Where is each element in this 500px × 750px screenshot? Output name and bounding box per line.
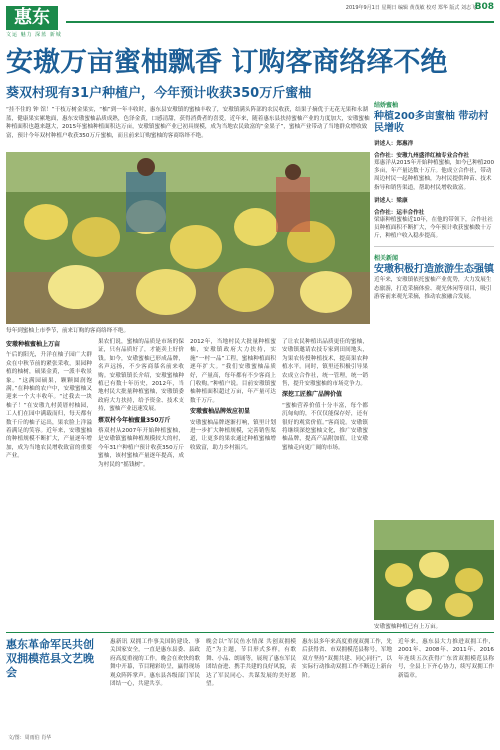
sidebar-title: 种植200多亩蜜柚 带动村民增收 xyxy=(374,111,489,134)
column-text: “蜜柚营养价值十分丰富，每个都沉甸甸的，不仅仅能保存好，还有很好的观赏价值。”客商说。安璈镇将继续深挖蜜柚文化，推广安璈蜜柚品牌，提高产品附加值，让安璈蜜柚走向更广阔的市场。 xyxy=(282,402,368,451)
sidebar-text: 梁康种植蜜柚近10年，在他的带领下，合作社社员种植面积不断扩大，今年预计收获蜜柚数十万斤，种植户收入稳步提高。 xyxy=(374,216,493,240)
sidebar-text: 郑惠洋从2015年开始种植蜜柚，如今已种植200多亩，年产量达数十万斤。他成立合作社，带动周边村民一起种植蜜柚，为村民提供种苗、技术指导和销售渠道，帮助村民增收致富。 xyxy=(374,160,495,191)
section-title: 深挖工匠推广品牌价值 xyxy=(282,391,343,399)
narrator-label: 讲述人：郑惠洋 xyxy=(374,141,414,147)
bottom-column-4: 近年来，惠东县大力推进双拥工作，2001年、2008年、2011年、2016年连续五次获得广东省双拥模范县称号，全县上下齐心协力，续写双拥工作新篇章。 xyxy=(398,639,494,679)
section-title: 蔡双村今年柚蜜量350万斤 xyxy=(98,416,171,424)
article-headline: 安璈万亩蜜柚飘香 订购客商络绎不绝 xyxy=(6,47,448,78)
masthead-divider xyxy=(66,21,494,23)
logo-slogan: 文运 魅力 深蓝 新城 xyxy=(6,32,62,38)
cooperative-label: 合作社：运丰合作社 xyxy=(374,209,425,216)
bottom-headline: 惠东革命军民共创双拥模范县文艺晚会 xyxy=(6,638,94,679)
issue-info: 2019年9月1日 星期日 编辑 黄茂敏 校对 郑华 版式 刘志飞 xyxy=(345,5,476,11)
article-column-4 xyxy=(282,338,368,452)
pomelo-harvest-photo xyxy=(6,152,370,324)
sidebar-header: 结娇蜜柚 xyxy=(374,102,399,109)
article-column-3 xyxy=(190,338,276,452)
section-title: 安璈种植蜜柚上万亩 xyxy=(6,341,61,348)
bottom-author: 文/图：周雨伯 肖华 xyxy=(8,735,52,741)
narrator-label: 讲述人：梁康 xyxy=(374,197,408,204)
column-text: 蔡双村从2007年开始种植蜜柚，是安璈镇蜜柚种植规模较大的村，今年31户种植户预计收获350万斤蜜柚，该村蜜柚产量逐年提高，成为村民的“摇钱树”。 xyxy=(98,428,184,468)
column-text: 了让农民种植出品质更佳的蜜柚，安璈镇邀请农技专家到田间地头，为果农传授种植技术，提高果农种植水平。同时，镇里还积极引导果农成立合作社，统一管理，统一销售，提升安璈蜜柚的市场竞争力。 xyxy=(282,339,368,388)
article-column-2 xyxy=(98,338,184,469)
page-number: B08 xyxy=(474,2,494,12)
section-title: 安璈蜜柚品牌效应初显 xyxy=(190,408,251,416)
bottom-column-1: 惠新讯 双拥工作事关国防建设、事关国家安全，一直是惠东县委、县政府高度重视的工作。晚会在欢快的歌舞中开幕，节目精彩纷呈，赢得现场观众阵阵掌声。惠东县各级部门军民团结一心，共建共享。 xyxy=(110,639,200,688)
column-text: 安璈蜜柚品牌逐渐打响，镇里计划进一步扩大种植规模，完善销售渠道，让更多的果农通过种植蜜柚增收致富，助力乡村振兴。 xyxy=(190,419,276,451)
article-column-1 xyxy=(6,338,92,461)
column-text: 午后的阳光，升洋在柚子园广大群众在中秋节前的紧张采收，果园种植的柚树，硕果金黄，一派丰收景象。“这满园硕果，颗颗圆润饱满。”在种柚的农户中，安璈蜜柚又迎来一个大丰收年。“过我去一块柚子！”在安璈九村黄厝村柚园，工人们在园中满载而归，每天都有数千斤的柚子运出，果农脸上洋溢着满足的笑容。近年来，安璈蜜柚的种植规模不断扩大，产量逐年增加，成为当地农民增收致富的重要产业。 xyxy=(6,352,92,460)
column-text: 果农们说，蜜柚的品质是市场的保证，只有品质好了，才能卖上好价钱。如今，安璈蜜柚已形成品牌，名声远扬，不少客商慕名前来收购。安璈镇镇长介绍，安璈蜜柚种植已有数十年历史，2012年，当地村民大批量种植蜜柚，安璈镇委政府大力扶持，给予资金、技术支持，蜜柚产业迅速发展。 xyxy=(98,339,184,413)
photo-caption: 每年到蜜柚上市季节，前来订购的客商络绎不绝。 xyxy=(6,328,130,334)
newspaper-logo: 惠东 xyxy=(6,6,58,30)
bottom-column-3: 惠东县多年来高度重视双拥工作，先后获得省、市双拥模范县称号，军地双方坚持“双拥共建、同心同行”，以实际行动推动双拥工作不断迈上新台阶。 xyxy=(302,639,392,679)
bottom-divider xyxy=(6,632,494,633)
bottom-column-2: 晚会以“军民鱼水情深 共创双拥模范”为主题，节目形式多样，有歌舞、小品、朗诵等，展现了惠东军民团结奋进、携手共建的良好风貌，表达了军民同心、共谋发展的美好愿望。 xyxy=(206,639,296,688)
divider xyxy=(374,246,494,247)
sidebar-text: 近年来，安璈镇依托蜜柚产业优势，大力发展生态旅游，打造采摘体验、观光休闲等项目，吸引游客前来观光采摘，推动农旅融合发展。 xyxy=(374,277,492,300)
masthead xyxy=(0,0,500,38)
cooperative-label: 合作社：安璈九州盛洋红柚专业合作社 xyxy=(374,153,470,159)
related-news-header: 相关新闻 xyxy=(374,255,399,263)
article-lead: “挂不住的 钟 馆！”干枝万树金果实，“柚”到一年丰收时，惠东县安璈镇的蜜柚丰收了，安璈镇满头阵部的农民收获，结果子摘优于无花无果和永湖蓝，健康果实累地面，惠东安璈蜜柚品质成熟，色泽金黄，口感清甜，获得消费者的喜爱，近年来，随着惠东县扶持蜜柚产业的力度加大，安璈蜜柚种植面积也越来越大，2015年蜜柚种植面积达万亩，安璈镇蜜柚产业已初具规模，成为当地农民致富的“金果子”，蜜柚产业带动了当地群众增收致富，预计今年双村种植户收获350万斤蜜柚，而且前来订购蜜柚的客商络绎不绝。 xyxy=(6,107,370,139)
related-news-title: 安璈积极打造旅游生态强镇 xyxy=(374,264,494,276)
pomelo-orchard-photo xyxy=(374,520,494,620)
sidebar-photo-caption: 安璈蜜柚种植已有上万亩。 xyxy=(374,624,442,630)
column-text: 2012年，当地村民大批量种植蜜柚，安璈镇政府大力扶持，实施“一村一品”工程，蜜柚种植面积逐年扩大。“我们安璈蜜柚品质好，产量高，每年都有不少客商上门收购。”种植户说。目前安璈镇蜜柚种植面积超过万亩，年产量可达数千万斤。 xyxy=(190,339,276,404)
article-subhead: 葵双村现有31户种植户，今年预计收获350万斤蜜柚 xyxy=(6,86,312,101)
